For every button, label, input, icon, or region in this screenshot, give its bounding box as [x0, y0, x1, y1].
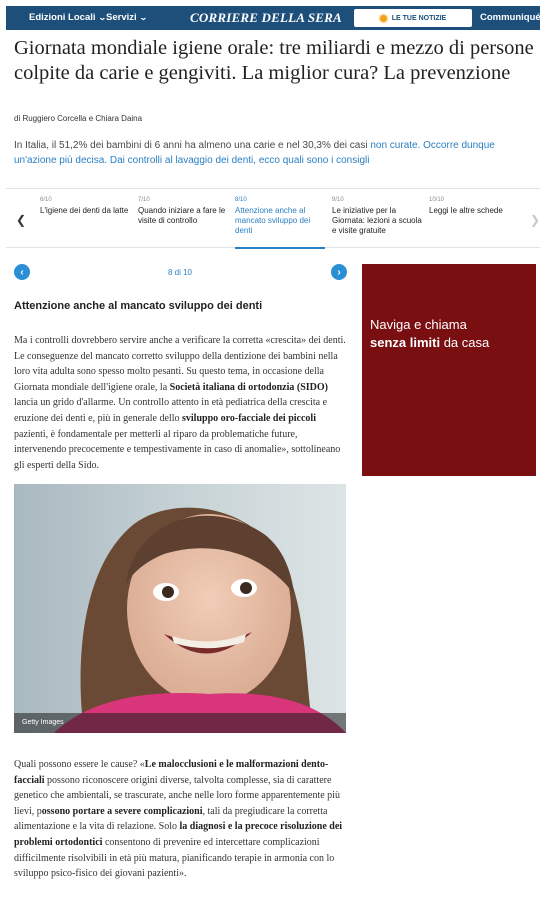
communique-label: Communiqué [480, 12, 541, 23]
ad-line-1: Naviga e chiama [370, 317, 467, 332]
edizioni-locali-label: Edizioni Locali [29, 12, 96, 23]
carousel-item-number: 8/10 [235, 197, 247, 203]
servizi-label: Servizi [106, 12, 137, 23]
next-page-button[interactable] [331, 264, 347, 280]
chapter-carousel [6, 188, 540, 248]
previous-page-button[interactable] [14, 264, 30, 280]
article-headline: Giornata mondiale igiene orale: tre miliardi e mezzo di persone colpite da carie e gengiviti. La miglior cura? La prevenzione [14, 37, 534, 84]
carousel-item-6[interactable] [40, 197, 130, 216]
paragraph-text: pazienti, è fondamentale per metterli al riparo da problematiche future, intervenendo precocemente e tempestivamente in caso di anomalie», sottolineano gli esperti della Sido. [14, 428, 341, 471]
ad-line-2-text: da casa [440, 335, 490, 350]
paragraph-bold: Le malocclusioni e le malformazioni dento-facciali [14, 759, 329, 786]
chevron-down-icon: ⌄ [542, 13, 551, 22]
paragraph-text: Quali possono essere le cause? « [14, 759, 145, 770]
edizioni-locali-menu[interactable] [29, 12, 105, 23]
carousel-item-number: 10/10 [429, 197, 445, 203]
carousel-item-label: Quando iniziare a fare le visite di controllo [138, 206, 226, 225]
advertisement-banner[interactable] [362, 264, 536, 476]
paragraph-bold: ossono portare a severe complicazioni [41, 805, 203, 817]
chevron-right-icon: › [337, 266, 341, 278]
paragraph-text: , tali da pregiudicare la corretta alimentazione e la vita di relazione. Solo [14, 805, 328, 833]
child-smiling-illustration [14, 484, 346, 733]
summary-text: In Italia, il 51,2% dei bambini di 6 anni ha almeno una carie e nel 30,3% dei casi [14, 140, 371, 151]
article-byline: di Ruggiero Corcella e Chiara Daina [14, 114, 143, 123]
carousel-next-arrow-icon[interactable]: ❯ [530, 213, 541, 227]
carousel-item-number: 9/10 [332, 197, 344, 203]
article-paragraph-1 [14, 333, 346, 473]
chevron-down-icon: ⌄ [97, 13, 107, 22]
paragraph-bold: sviluppo oro-facciale dei piccoli [182, 412, 316, 424]
carousel-item-7[interactable] [138, 197, 228, 226]
carousel-item-label: Le iniziative per la Giornata: lezioni a scuola e visite gratuite [332, 206, 422, 235]
article-photo [14, 484, 346, 733]
top-navigation-bar [6, 6, 551, 30]
carousel-prev-arrow-icon[interactable]: ❮ [16, 213, 27, 227]
page-counter: 8 di 10 [167, 268, 193, 277]
paragraph-bold: la diagnosi e la precoce risoluzione dei problemi ortodontici [14, 821, 343, 848]
carousel-item-9[interactable] [332, 197, 422, 236]
carousel-item-10[interactable] [429, 197, 519, 216]
summary-highlight: non curate. Occorre dunque un'azione più decisa. Dai controlli al lavaggio dei denti, ecco quali sono i consigli [14, 140, 495, 166]
carousel-item-label: Attenzione anche al mancato sviluppo dei denti [235, 206, 311, 235]
ad-line-2 [370, 335, 489, 350]
paragraph-text: Ma i controlli dovrebbero servire anche a verificare la corretta «crescita» dei denti. Le conseguenze del mancato corretto sviluppo della dentizione dei bambini nella loro vita adulta sono spesso molto pesanti. Su questo tema, in occasione della Giornata mondiale dell'igiene orale, la [14, 335, 346, 393]
communique-menu[interactable] [480, 12, 550, 23]
chevron-left-icon: ‹ [20, 266, 24, 278]
article-paragraph-2 [14, 757, 346, 882]
carousel-item-8[interactable] [235, 197, 325, 249]
site-logo[interactable]: CORRIERE DELLA SERA [190, 10, 342, 25]
le-tue-notizie-button[interactable] [354, 9, 472, 27]
carousel-item-label: Leggi le altre schede [429, 206, 503, 215]
carousel-item-number: 6/10 [40, 197, 52, 203]
paragraph-bold: Società italiana di ortodonzia (SIDO) [169, 381, 328, 393]
photo-credit: Getty Images [14, 713, 346, 733]
paragraph-text: consentono di prevenire ed intercettare complicazioni difficilmente risolvibili in età più matura, pianificando terapie in armonia con lo sviluppo psico-fisico dei giovani pazienti». [14, 836, 335, 880]
article-summary [14, 138, 538, 168]
section-title: Attenzione anche al mancato sviluppo dei denti [14, 300, 263, 312]
paragraph-text: possono riconoscere origini diverse, talvolta complesse, sia di carattere genetico che ambientali, se trascurate, anche nelle loro forme apparentemente più lievi, p [14, 774, 340, 817]
carousel-item-number: 7/10 [138, 197, 150, 203]
chevron-down-icon: ⌄ [138, 13, 148, 22]
ad-line-2-bold: senza limiti [370, 335, 441, 350]
carousel-item-label: L'igiene dei denti da latte [40, 206, 129, 215]
le-tue-notizie-label: LE TUE NOTIZIE [391, 14, 447, 22]
paragraph-text: lancia un grido d'allarme. Un controllo attento in età pediatrica della crescita e eruzione dei denti e, più in generale dello [14, 397, 328, 424]
servizi-menu[interactable] [106, 12, 146, 23]
sun-icon [380, 15, 387, 22]
